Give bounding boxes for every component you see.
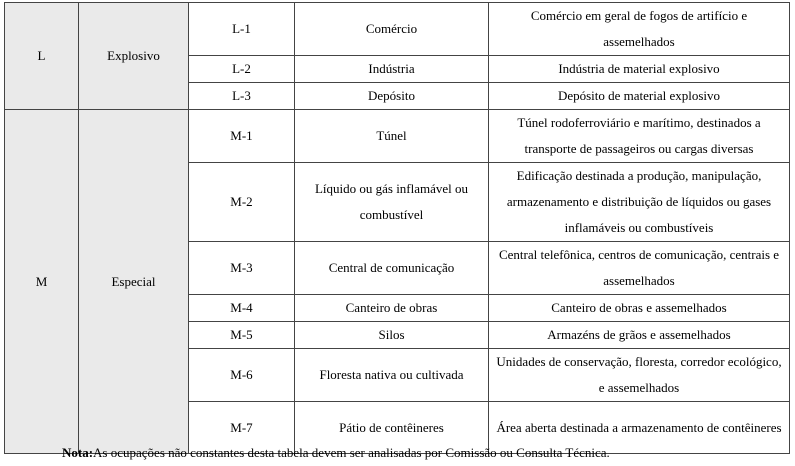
table-note: [62, 444, 610, 462]
division-examples: Edificação destinada a produção, manipulação, armazenamento e distribuição de líquidos ou gases inflamáveis ou combustíveis: [489, 163, 790, 242]
division-description: Silos: [295, 322, 489, 349]
division-examples: Depósito de material explosivo: [489, 83, 790, 110]
division-examples: Armazéns de grãos e assemelhados: [489, 322, 790, 349]
division-examples: Canteiro de obras e assemelhados: [489, 295, 790, 322]
division-description: Canteiro de obras: [295, 295, 489, 322]
division-description: Pátio de contêineres: [295, 402, 489, 454]
group-code: M: [5, 110, 79, 454]
division-code: M-3: [189, 242, 295, 295]
division-examples: Túnel rodoferroviário e marítimo, destinados a transporte de passageiros ou cargas diversas: [489, 110, 790, 163]
note-label: Nota:: [62, 445, 94, 460]
division-examples: Área aberta destinada a armazenamento de contêineres: [489, 402, 790, 454]
occupancy-table: [4, 2, 790, 454]
division-code: M-4: [189, 295, 295, 322]
division-description: Central de comunicação: [295, 242, 489, 295]
division-code: L-3: [189, 83, 295, 110]
division-description: Depósito: [295, 83, 489, 110]
division-code: M-5: [189, 322, 295, 349]
division-code: M-1: [189, 110, 295, 163]
group-name: Especial: [79, 110, 189, 454]
division-code: M-6: [189, 349, 295, 402]
table-row: [5, 3, 790, 56]
division-description: Indústria: [295, 56, 489, 83]
division-description: Túnel: [295, 110, 489, 163]
division-description: Comércio: [295, 3, 489, 56]
division-examples: Central telefônica, centros de comunicação, centrais e assemelhados: [489, 242, 790, 295]
group-code: L: [5, 3, 79, 110]
division-examples: Comércio em geral de fogos de artifício e assemelhados: [489, 3, 790, 56]
division-code: M-2: [189, 163, 295, 242]
division-description: Floresta nativa ou cultivada: [295, 349, 489, 402]
division-code: L-2: [189, 56, 295, 83]
note-text: As ocupações não constantes desta tabela devem ser analisadas por Comissão ou Consulta Técnica.: [93, 445, 610, 460]
occupancy-table-container: [4, 2, 789, 454]
division-examples: Indústria de material explosivo: [489, 56, 790, 83]
division-examples: Unidades de conservação, floresta, corredor ecológico, e assemelhados: [489, 349, 790, 402]
division-code: L-1: [189, 3, 295, 56]
division-code: M-7: [189, 402, 295, 454]
table-row: [5, 110, 790, 163]
division-description: Líquido ou gás inflamável ou combustível: [295, 163, 489, 242]
group-name: Explosivo: [79, 3, 189, 110]
